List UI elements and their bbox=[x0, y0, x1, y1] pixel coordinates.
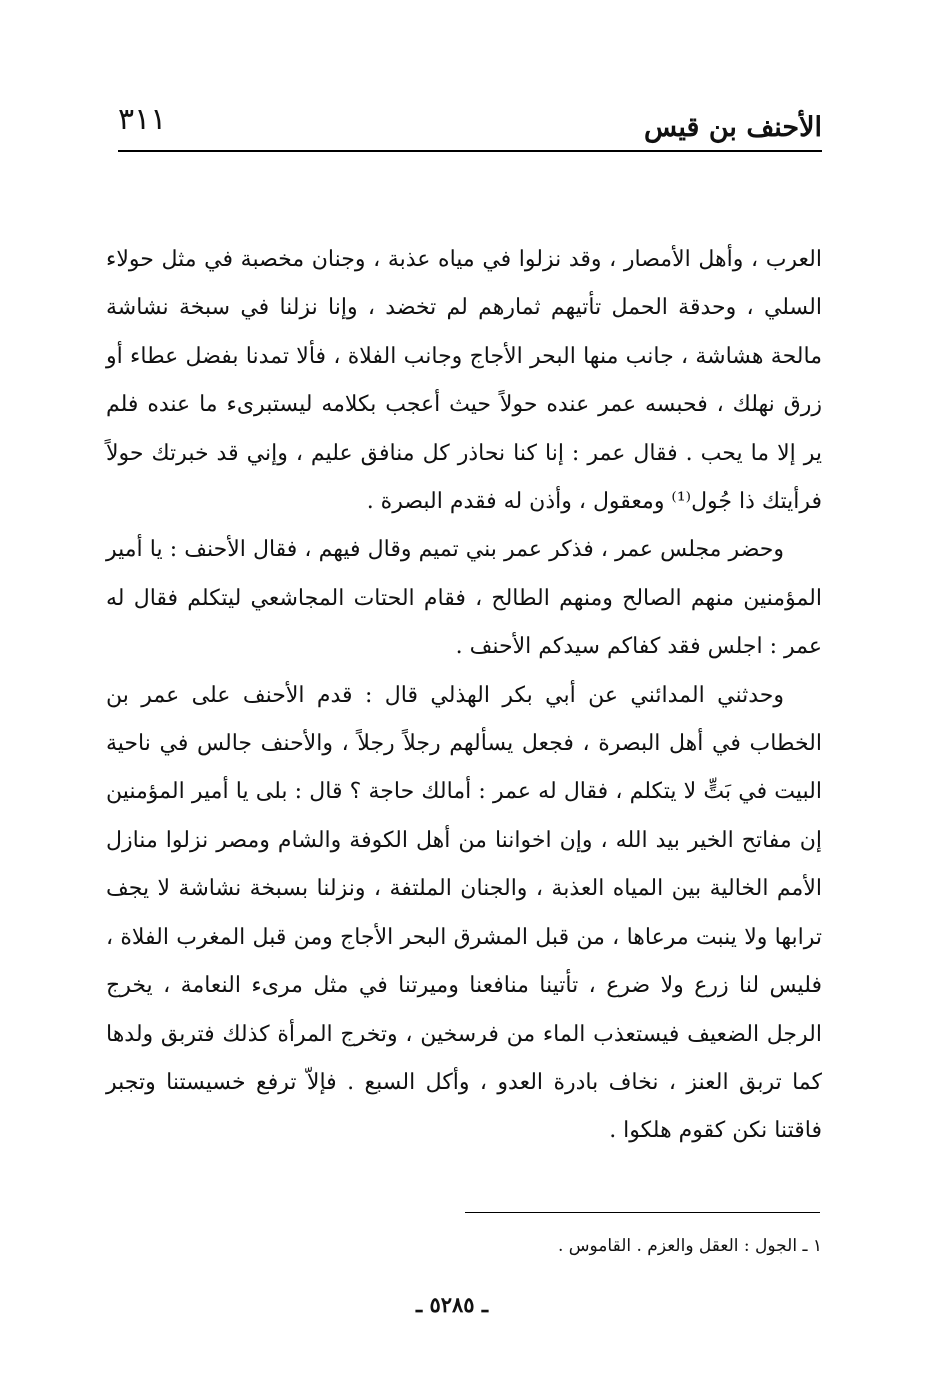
footnote: ١ ـ الجول : العقل والعزم . القاموس . bbox=[557, 1236, 822, 1256]
footnote-rule bbox=[465, 1212, 820, 1213]
folio-number: ـ ٥٢٨٥ ـ bbox=[415, 1292, 489, 1317]
paragraph: العرب ، وأهل الأمصار ، وقد نزلوا في مياه عذبة ، وجنان مخصبة في مثل حولاء السلي ، وحدقة الحمل تأتيهم ثمارهم لم تخضد ، وإنا نزلنا في سبخة نشاشة مالحة هشاشة ، جانب منها البحر الأجاج وجانب الفلاة ، فألا تمدنا بفضل عطاء أو زرق نهلك ، فحبسه عمر عنده حولاً حيث أعجب بكلامه ليستبرىء ما عنده فلم ير إلا ما يحب . فقال عمر : إنا كنا نحاذر كل منافق عليم ، وإني قد خبرتك حولاً فرأيتك ذا جُول⁽¹⁾ ومعقول ، وأذن له فقدم البصرة . bbox=[106, 247, 823, 515]
running-title: الأحنف بن قيس bbox=[643, 112, 822, 143]
page-number: ٣١١ bbox=[118, 102, 167, 137]
paragraph: وحدثني المدائني عن أبي بكر الهذلي قال : قدم الأحنف على عمر بن الخطاب في أهل البصرة ، فجعل يسألهم رجلاً رجلاً ، والأحنف جالس في ناحية البيت في بَتٍّ لا يتكلم ، فقال له عمر : أمالك حاجة ؟ قال : بلى يا أمير المؤمنين إن مفاتح الخير بيد الله ، وإن اخواننا من أهل الكوفة والشام ومصر نزلوا منازل الأمم الخالية بين المياه العذبة ، والجنان الملتفة ، ونزلنا بسبخة نشاشة لا يجف ترابها ولا ينبت مرعاها ، من قبل المشرق البحر الأجاج ومن قبل المغرب الفلاة ، فليس لنا زرع ولا ضرع ، تأتينا منافعنا وميرتنا في مثل مرىء النعامة ، يخرج الرجل الضعيف فيستعذب الماء من فرسخين ، وتخرج المرأة كذلك فتربق ولدها كما تربق العنز ، نخاف بادرة العدو ، وأكل السبع . فإلاّ ترفع خسيستنا وتجبر فاقتنا نكن كقوم هلكوا . bbox=[106, 682, 822, 1144]
main-text bbox=[106, 236, 822, 1156]
paragraph: وحضر مجلس عمر ، فذكر عمر بني تميم وقال فيهم ، فقال الأحنف : يا أمير المؤمنين منهم الصالح ومنهم الطالح ، فقام الحتات المجاشعي ليتكلم فقال له عمر : اجلس فقد كفاكم سيدكم الأحنف . bbox=[106, 537, 822, 660]
page-header bbox=[118, 92, 822, 152]
header-rule bbox=[118, 150, 822, 152]
